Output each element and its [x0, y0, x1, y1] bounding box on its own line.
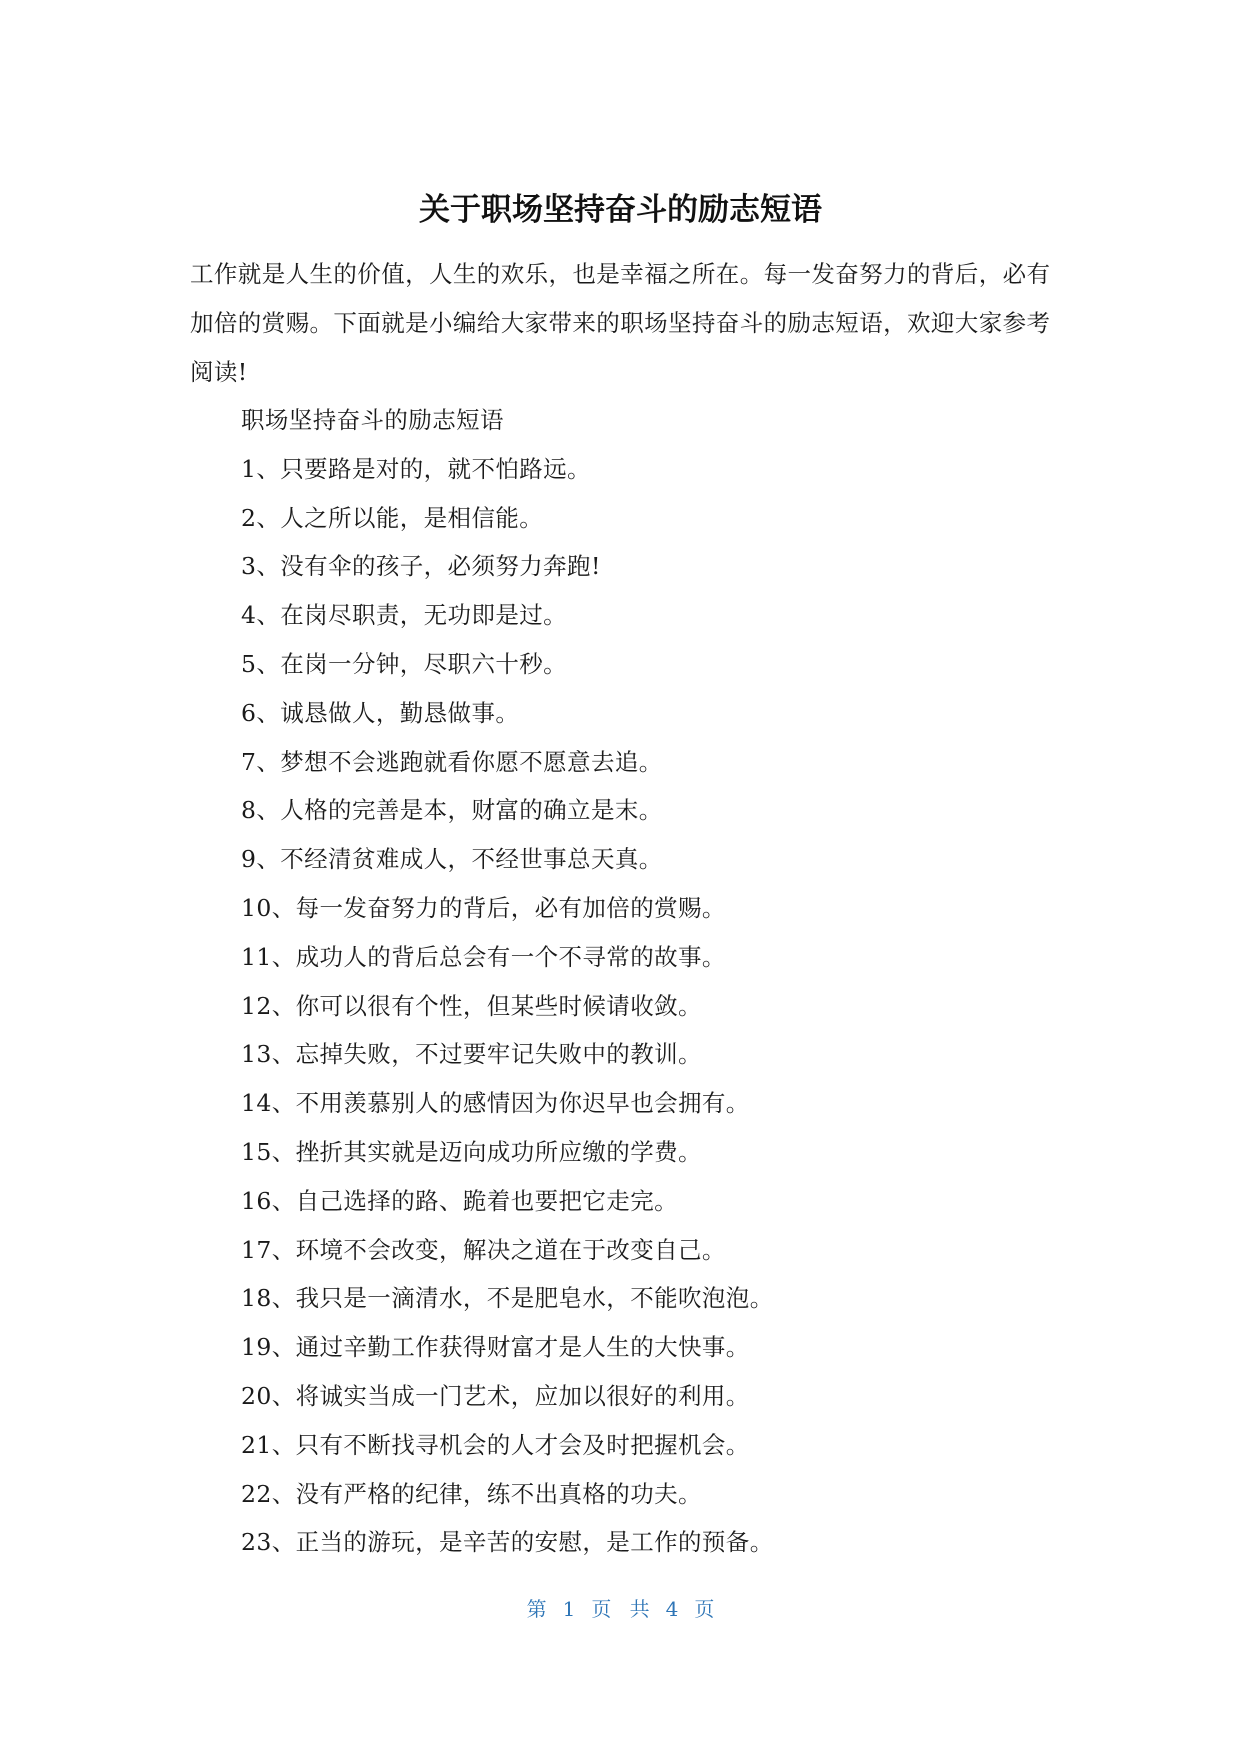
list-item: 14、不用羡慕别人的感情因为你迟早也会拥有。	[241, 1089, 750, 1118]
document-title: 关于职场坚持奋斗的励志短语	[419, 192, 822, 228]
list-item: 17、环境不会改变，解决之道在于改变自己。	[241, 1235, 726, 1264]
page-footer	[0, 1594, 1241, 1624]
list-item: 7、梦想不会逃跑就看你愿不愿意去追。	[241, 747, 663, 776]
list-item: 9、不经清贫难成人，不经世事总天真。	[241, 845, 663, 874]
intro-paragraph: 工作就是人生的价值，人生的欢乐，也是幸福之所在。每一发奋努力的背后，必有加倍的赏赐。下面就是小编给大家带来的职场坚持奋斗的励志短语，欢迎大家参考阅读!	[190, 260, 1051, 386]
list-item: 18、我只是一滴清水，不是肥皂水，不能吹泡泡。	[241, 1284, 774, 1313]
list-item: 19、通过辛勤工作获得财富才是人生的大快事。	[241, 1333, 750, 1362]
list-item: 15、挫折其实就是迈向成功所应缴的学费。	[241, 1137, 702, 1166]
list-item: 16、自己选择的路、跪着也要把它走完。	[241, 1186, 679, 1215]
list-item: 6、诚恳做人，勤恳做事。	[241, 698, 520, 727]
list-item: 11、成功人的背后总会有一个不寻常的故事。	[241, 942, 726, 971]
list-item: 1、只要路是对的，就不怕路远。	[241, 454, 591, 483]
list-item: 3、没有伞的孩子，必须努力奔跑!	[241, 552, 601, 581]
total-pages-number: 4	[665, 1597, 679, 1621]
list-item: 8、人格的完善是本，财富的确立是末。	[241, 796, 663, 825]
section-heading: 职场坚持奋斗的励志短语	[241, 406, 504, 434]
list-item: 20、将诚实当成一门艺术，应加以很好的利用。	[241, 1381, 750, 1410]
list-item: 23、正当的游玩，是辛苦的安慰，是工作的预备。	[241, 1528, 774, 1557]
footer-prefix: 第	[526, 1597, 547, 1621]
list-item: 2、人之所以能，是相信能。	[241, 503, 544, 532]
list-item: 4、在岗尽职责，无功即是过。	[241, 601, 568, 630]
list-item: 21、只有不断找寻机会的人才会及时把握机会。	[241, 1430, 750, 1459]
list-item: 10、每一发奋努力的背后，必有加倍的赏赐。	[241, 893, 726, 922]
list-item: 22、没有严格的纪律，练不出真格的功夫。	[241, 1479, 702, 1508]
footer-suffix: 页	[694, 1597, 715, 1621]
current-page-number: 1	[562, 1597, 576, 1621]
footer-middle: 页 共	[591, 1597, 650, 1621]
list-item: 12、你可以很有个性，但某些时候请收敛。	[241, 991, 702, 1020]
quote-list	[241, 396, 1061, 1567]
list-item: 5、在岗一分钟，尽职六十秒。	[241, 649, 568, 678]
list-item: 13、忘掉失败，不过要牢记失败中的教训。	[241, 1040, 702, 1069]
